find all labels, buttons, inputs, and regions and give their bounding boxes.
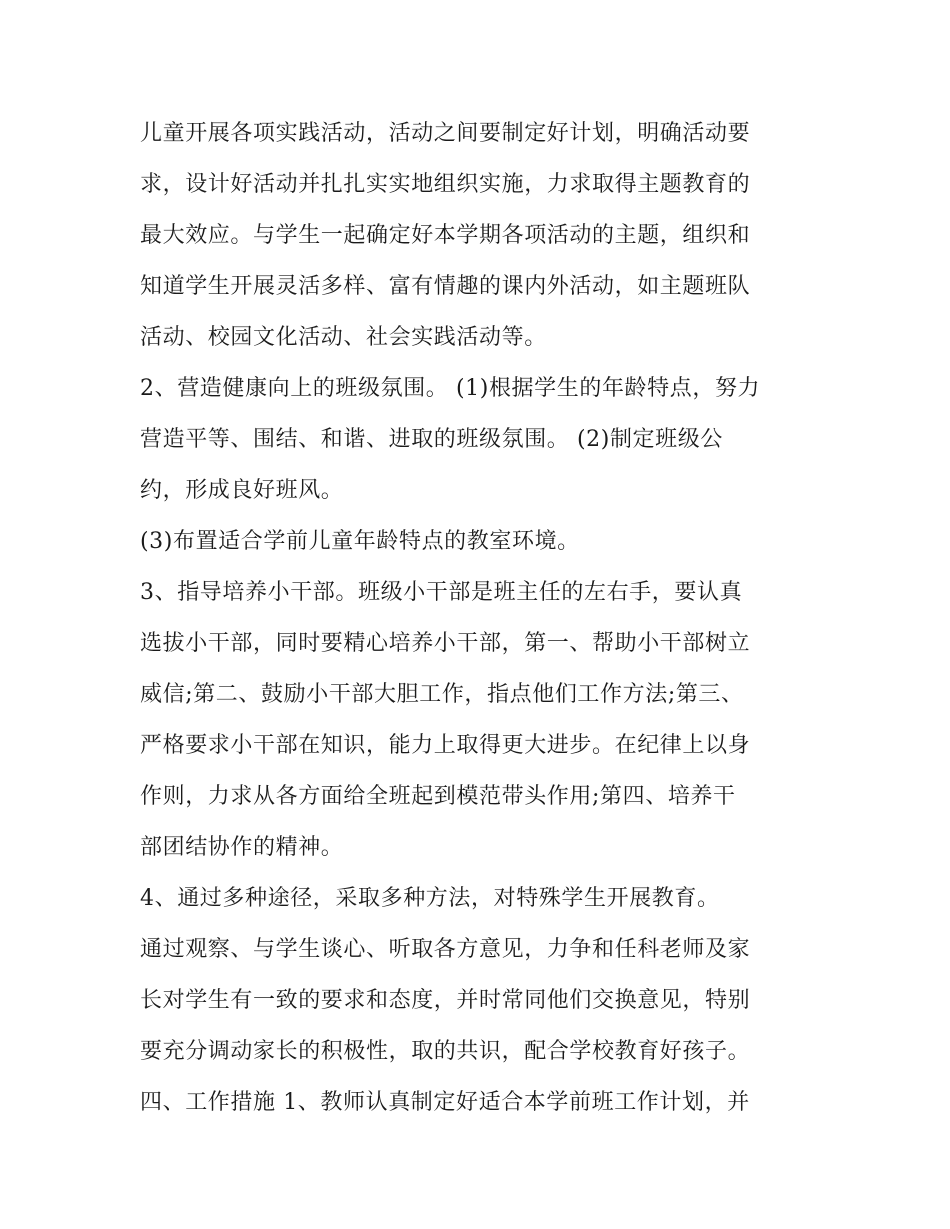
text-line: 四、工作措施 1、教师认真制定好适合本学前班工作计划，并 xyxy=(140,1090,750,1115)
text-line: 约，形成良好班风。 xyxy=(140,478,344,503)
text-line: 知道学生开展灵活多样、富有情趣的课内外活动，如主题班队 xyxy=(140,274,751,299)
text-line: 通过观察、与学生谈心、听取各方意见，力争和任科老师及家 xyxy=(140,937,751,962)
text-line: 长对学生有一致的要求和态度，并时常同他们交换意见，特别 xyxy=(140,988,751,1013)
text-line: 严格要求小干部在知识，能力上取得更大进步。在纪律上以身 xyxy=(140,733,751,758)
text-line: (3)布置适合学前儿童年龄特点的教室环境。 xyxy=(140,529,580,554)
text-line: 3、指导培养小干部。班级小干部是班主任的左右手，要认真 xyxy=(140,580,743,605)
text-line: 2、营造健康向上的班级氛围。 (1)根据学生的年龄特点，努力 xyxy=(140,376,761,401)
document-body xyxy=(140,108,820,1128)
text-line: 作则，力求从各方面给全班起到模范带头作用;第四、培养干 xyxy=(140,784,736,809)
text-line: 儿童开展各项实践活动，活动之间要制定好计划，明确活动要 xyxy=(140,121,751,146)
text-line: 选拔小干部，同时要精心培养小干部，第一、帮助小干部树立 xyxy=(140,631,751,656)
text-line: 营造平等、围结、和谐、进取的班级氛围。 (2)制定班级公 xyxy=(140,427,723,452)
text-line: 求，设计好活动并扎扎实实地组织实施，力求取得主题教育的 xyxy=(140,172,751,197)
text-line: 4、通过多种途径，采取多种方法，对特殊学生开展教育。 xyxy=(140,886,720,911)
text-line: 要充分调动家长的积极性，取的共识，配合学校教育好孩子。 xyxy=(140,1039,751,1064)
text-line: 最大效应。与学生一起确定好本学期各项活动的主题，组织和 xyxy=(140,223,751,248)
text-line: 活动、校园文化活动、社会实践活动等。 xyxy=(140,325,547,350)
text-line: 威信;第二、鼓励小干部大胆工作，指点他们工作方法;第三、 xyxy=(140,682,744,707)
text-line: 部团结协作的精神。 xyxy=(140,835,344,860)
